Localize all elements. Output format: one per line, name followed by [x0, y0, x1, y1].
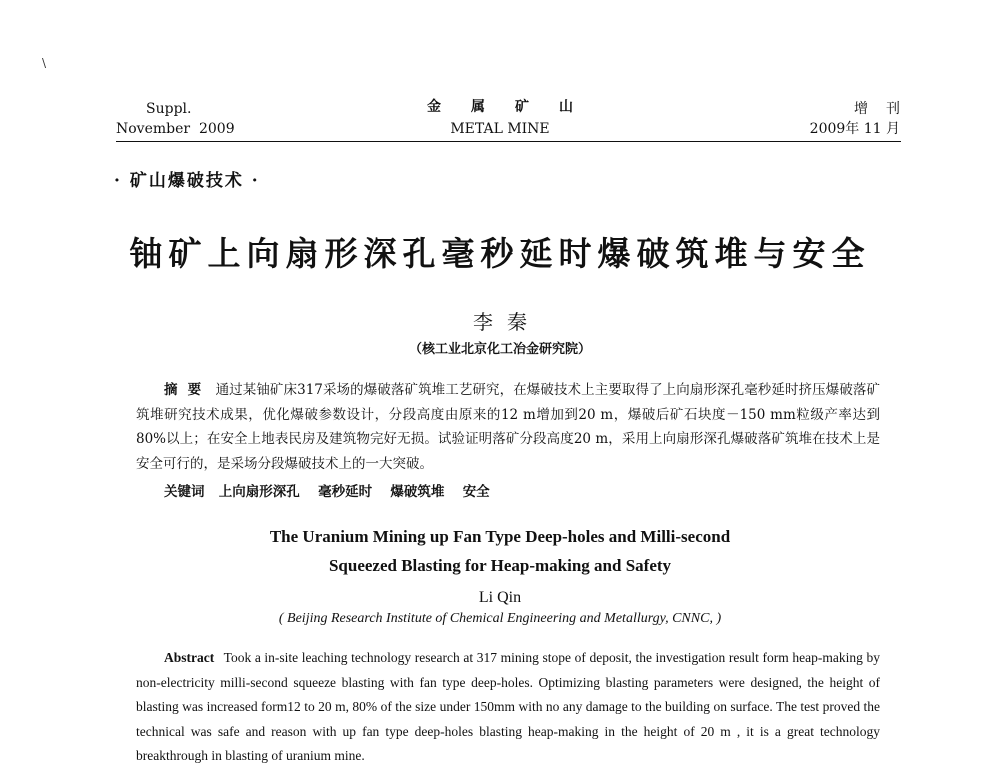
abstract-en	[136, 646, 880, 769]
author-en: Li Qin	[478, 589, 522, 606]
affiliation-en: ( Beijing Research Institute of Chemical Engineering and Metallurgy, CNNC, )	[278, 611, 722, 626]
header-suppl: Suppl.	[146, 101, 192, 117]
keywords-cn	[164, 480, 504, 500]
abstract-cn-text: 通过某铀矿床317采场的爆破落矿筑堆工艺研究，在爆破技术上主要取得了上向扇形深孔毫秒延时挤压爆破落矿筑堆研究技术成果，优化爆破参数设计，分段高度由原来的12 m增加到20 m，爆破后矿石块度－150 mm粒级产率达到80%以上；在安全上地表民房及建筑物完好无损。试验证明落矿分段高度20 m，采用上向扇形深孔爆破落矿筑堆在技术上是安全可行的，是采场分段爆破技术上的一大突破。	[136, 382, 881, 472]
title-en-line1: The Uranium Mining up Fan Type Deep-holes and Milli-second	[269, 527, 731, 546]
keyword: 安全	[462, 484, 490, 500]
keyword: 上向扇形深孔	[218, 484, 300, 500]
keyword: 爆破筑堆	[390, 484, 445, 500]
header-date-cn: 2009年 11 月	[809, 121, 900, 137]
scan-mark: \	[42, 56, 47, 70]
title-en	[0, 522, 1000, 580]
title-cn: 铀矿上向扇形深孔毫秒延时爆破筑堆与安全	[129, 234, 871, 273]
header-journal-cn: 金属矿山	[427, 99, 603, 115]
header-date-en: November 2009	[116, 121, 235, 137]
abstract-cn-label: 摘要	[164, 382, 212, 398]
column-heading: · 矿山爆破技术 ·	[114, 171, 260, 191]
header-rule	[116, 141, 901, 142]
header-issue-cn: 增刊	[854, 101, 918, 117]
keywords-cn-label: 关键词	[164, 484, 205, 500]
affiliation-cn: （核工业北京化工冶金研究院）	[408, 342, 591, 357]
author-cn: 李秦	[473, 310, 541, 334]
header-journal-en: METAL MINE	[450, 121, 550, 137]
keyword: 毫秒延时	[318, 484, 373, 500]
abstract-en-text: Took a in-site leaching technology research at 317 mining stope of deposit, the investigation result form heap-making by non-electricity milli-second squeeze blasting with fan type deep-holes. Optimizing blasting parameters were designed, the height of blasting was increased form12 to 20 m, 80% of the size under 150mm with no any damage to the building on surface. The test proved the technical was safe and reason with up fan type deep-holes blasting heap-making in the height of 20 m , it is a great technology breakthrough in blasting of uranium mine.	[136, 650, 881, 763]
abstract-cn	[136, 378, 880, 476]
abstract-en-label: Abstract	[164, 650, 215, 665]
title-en-line2: Squeezed Blasting for Heap-making and Safety	[328, 556, 672, 575]
